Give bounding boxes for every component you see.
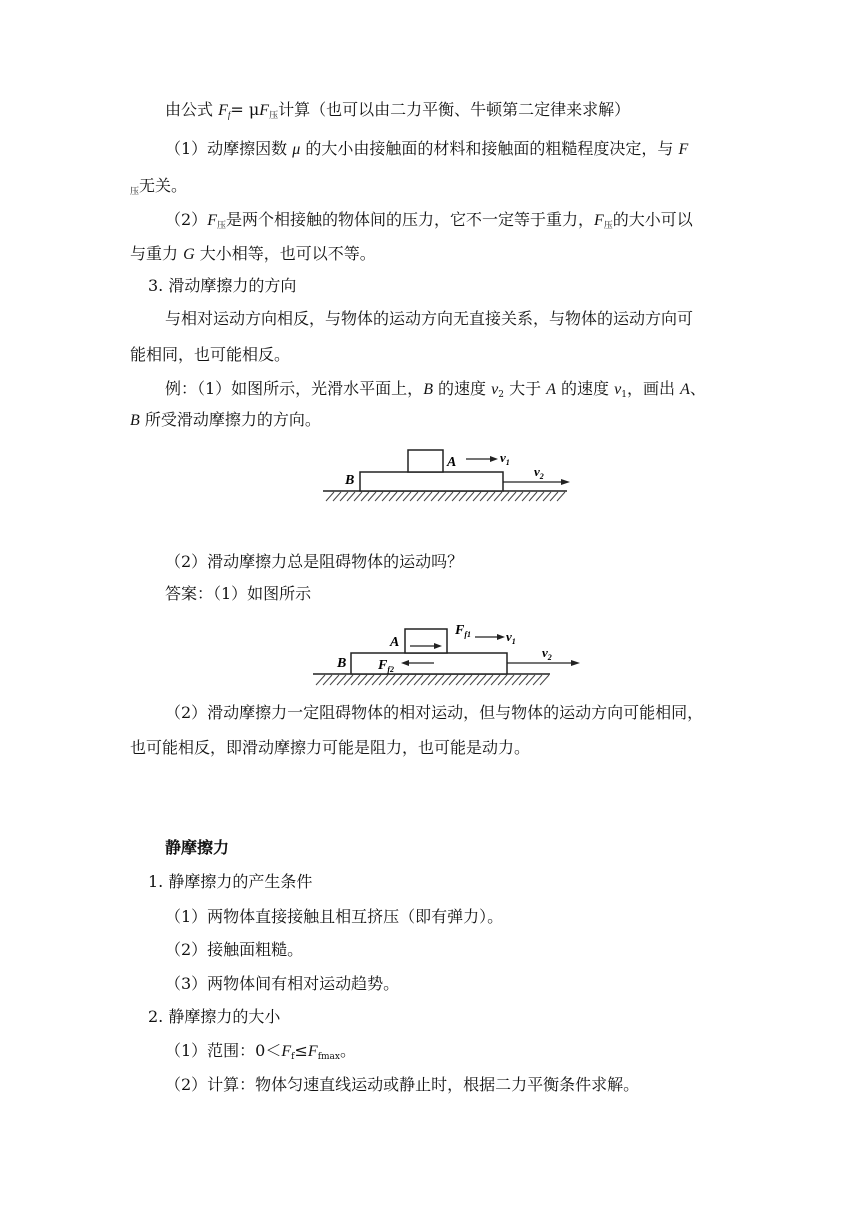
block-a <box>405 629 447 653</box>
heading-static-conditions: 1. 静摩擦力的产生条件 <box>148 872 313 891</box>
line-example: 例：（1）如图所示，光滑水平面上，B 的速度 $v_2$ 大于 A 的速度 $v_1$，画出 A、 <box>165 379 706 400</box>
label-v2: $v_2$ <box>542 645 552 662</box>
label-a: A <box>447 455 457 470</box>
label-ff2: $F_{f2}$ <box>378 658 395 674</box>
line-direction-text-cont: 能相同，也可能相反。 <box>130 345 291 364</box>
line-direction-text: 与相对运动方向相反，与物体的运动方向无直接关系，与物体的运动方向可 <box>165 309 694 328</box>
line-mu-note: （1）动摩擦因数 μ 的大小由接触面的材料和接触面的粗糙程度决定，与 F <box>165 139 689 158</box>
line-formula: 由公式 $F_f= \mu F_压$计算（也可以由二力平衡、牛顿第二定律来求解） <box>165 100 631 121</box>
line-example-cont: B 所受滑动摩擦力的方向。 <box>130 410 321 429</box>
line-answer: 答案：（1）如图所示 <box>165 584 312 603</box>
label-b: B <box>337 656 347 671</box>
line-range: （1）范围：$0<F_f\le F_{fmax}$。 <box>165 1041 357 1062</box>
block-b <box>360 472 503 491</box>
heading-sliding-direction: 3. 滑动摩擦力的方向 <box>148 276 297 295</box>
line-answer-2: （2）滑动摩擦力一定阻碍物体的相对运动，但与物体的运动方向可能相同， <box>165 703 704 722</box>
label-v1: $v_1$ <box>500 450 510 467</box>
label-ff1: $F_{f1}$ <box>455 623 472 639</box>
label-v2: $v_2$ <box>534 464 544 481</box>
line-mu-note-cont: $_压$无关。 <box>130 176 188 197</box>
line-condition-3: （3）两物体间有相对运动趋势。 <box>165 974 400 993</box>
block-a <box>408 450 443 472</box>
label-a: A <box>390 635 400 650</box>
line-answer-2-cont: 也可能相反，即滑动摩擦力可能是阻力，也可能是动力。 <box>130 738 531 757</box>
figure-friction-answer <box>310 617 585 691</box>
label-v1: $v_1$ <box>506 629 516 646</box>
line-pressure-note-cont: 与重力 G 大小相等，也可以不等。 <box>130 244 376 263</box>
line-pressure-note: $(2)F_压$是两个相接触的物体间的压力，它不一定等于重力，$F_压$的大小可以 <box>165 210 693 231</box>
section-heading-static-friction: 静摩擦力 <box>165 838 230 857</box>
heading-static-magnitude: 2. 静摩擦力的大小 <box>148 1007 281 1026</box>
figure-blocks-velocity <box>320 446 582 506</box>
line-condition-1: （1）两物体直接接触且相互挤压（即有弹力）。 <box>165 907 504 926</box>
label-b: B <box>345 473 355 488</box>
line-question-2: （2）滑动摩擦力总是阻碍物体的运动吗？ <box>165 552 464 571</box>
line-calculation: （2）计算：物体匀速直线运动或静止时，根据二力平衡条件求解。 <box>165 1075 640 1094</box>
line-condition-2: （2）接触面粗糙。 <box>165 940 304 959</box>
